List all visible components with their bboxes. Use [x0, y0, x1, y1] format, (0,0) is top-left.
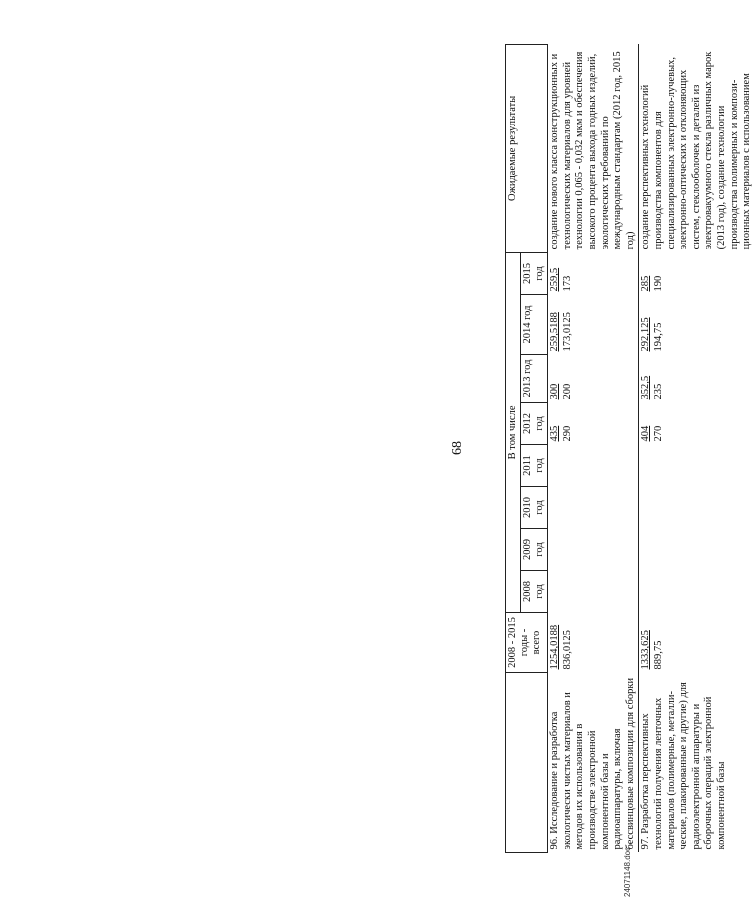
row-number: 97. — [640, 836, 652, 850]
value-2014: 259,5188 173,0125 — [548, 295, 639, 355]
header-year-2011: 2011 год — [521, 445, 548, 487]
value-2009 — [639, 529, 755, 571]
header-year-2009: 2009 год — [521, 529, 548, 571]
table-row — [639, 44, 755, 852]
value-2010 — [548, 487, 639, 529]
header-year-2013: 2013 год — [521, 355, 548, 403]
row-title-cell — [548, 673, 639, 853]
header-year-2014: 2014 год — [521, 295, 548, 355]
value-2015: 285 190 — [639, 252, 755, 294]
row-number: 96. — [549, 836, 561, 850]
value-2011 — [548, 445, 639, 487]
row-result: создание нового класса конструкционных и технологических материалов для уровней технологии 0,065 - 0,032 мкм и обеспечения высокого процента выхода годных изделий, экологических требований по международным стандартам (2012 год, 2015 год) — [548, 44, 639, 252]
total-top: 1254,0188 — [549, 624, 561, 670]
header-total: 2008 - 2015 годы - всего — [506, 613, 548, 673]
footer-filename: 24071148.doc — [623, 846, 632, 897]
total-top: 1333,625 — [640, 630, 652, 670]
total-bottom: 889,75 — [652, 640, 664, 670]
program-table — [505, 44, 755, 853]
page-number: 68 — [450, 441, 465, 455]
row-result: создание перспективных технологий производства компонентов для специализированных электронно-лучевых, электронно-оптических и отклоняющих систем, стеклооболочек и деталей из электровакуумного стекла различных марок (2013 год), создание технологии производства полимерных и компози-ционных материалов с использованием — [639, 44, 755, 252]
row-title: Разработка перспективных технологий получения ленточных материалов (полимерные, металли-ческие, плакированные и другие) для радиоэлектронной аппаратуры и сборочных операций электронной компонентной базы — [640, 682, 727, 850]
value-2009 — [548, 529, 639, 571]
value-2015: 259,5 173 — [548, 252, 639, 294]
total-cell — [548, 613, 639, 673]
header-year-2008: 2008 год — [521, 571, 548, 613]
value-2011 — [639, 445, 755, 487]
row-title-cell — [639, 673, 755, 853]
header-year-2012: 2012 год — [521, 403, 548, 445]
value-2012: 435 290 — [548, 403, 639, 445]
header-including: В том числе — [506, 252, 521, 612]
header-title — [506, 673, 548, 853]
row-title: Исследование и разработка экологически чистых материалов и методов их использования в производстве электронной компонентной базы и радиоаппаратуры, включая бессвинцовые композиции для сборки — [549, 677, 636, 850]
total-bottom: 836,0125 — [561, 630, 573, 670]
table-row — [548, 44, 639, 852]
value-2013: 352,5 235 — [639, 355, 755, 403]
value-2010 — [639, 487, 755, 529]
value-2008 — [548, 571, 639, 613]
header-year-2015: 2015 год — [521, 252, 548, 294]
value-2012: 404 270 — [639, 403, 755, 445]
header-year-2010: 2010 год — [521, 487, 548, 529]
value-2008 — [639, 571, 755, 613]
value-2014: 292,125 194,75 — [639, 295, 755, 355]
header-results: Ожидаемые результаты — [506, 44, 548, 252]
total-cell — [639, 613, 755, 673]
value-2013: 300 200 — [548, 355, 639, 403]
